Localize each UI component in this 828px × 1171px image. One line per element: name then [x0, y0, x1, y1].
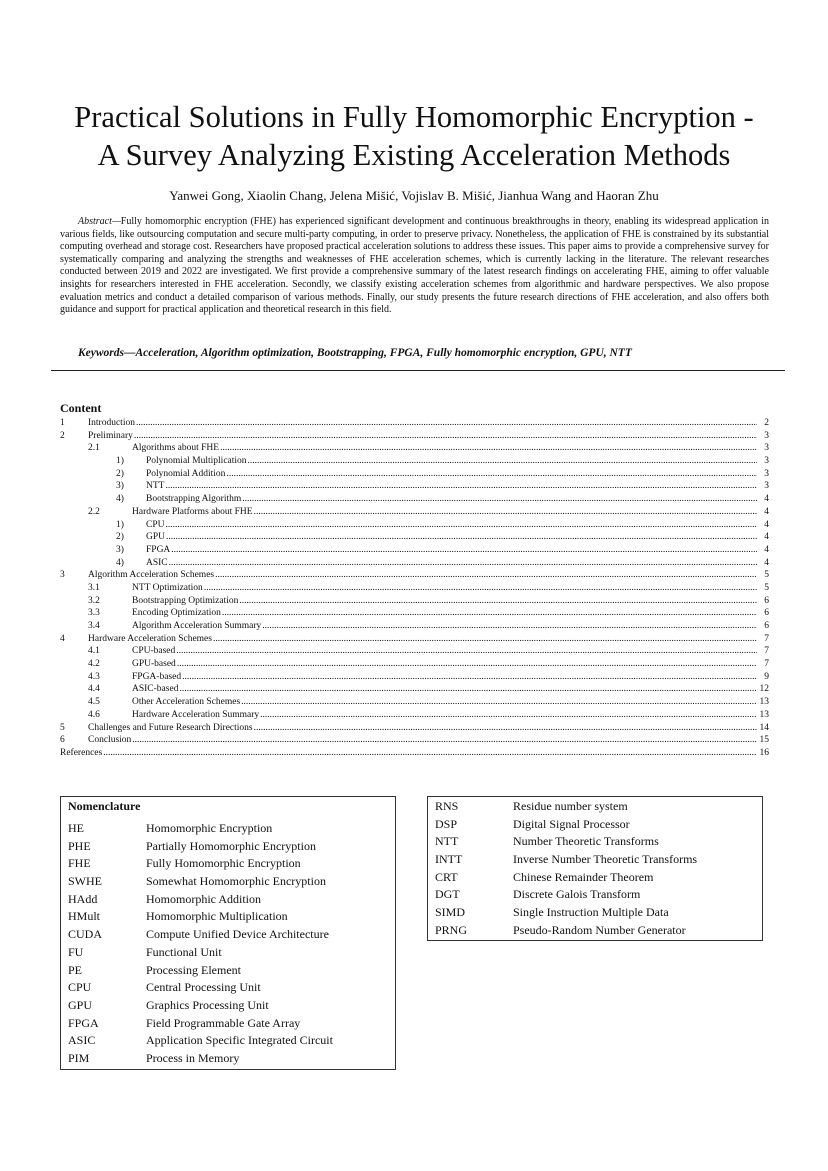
- toc-entry-label: [146, 493, 757, 506]
- toc-entry-number: 4): [116, 494, 124, 505]
- toc-entry-number: 4.1: [88, 646, 100, 657]
- toc-dot-leader: [239, 595, 757, 608]
- nomenclature-row: [68, 891, 388, 909]
- nomenclature-definition: Partially Homomorphic Encryption: [146, 838, 316, 853]
- nomenclature-abbreviation: DGT: [435, 887, 460, 902]
- toc-dot-leader: [134, 430, 757, 443]
- toc-entry[interactable]: [60, 569, 769, 582]
- toc-entry-page: 15: [759, 735, 769, 746]
- toc-dot-leader: [169, 557, 757, 570]
- toc-entry-page: 3: [764, 443, 769, 454]
- toc-entry[interactable]: [60, 620, 769, 633]
- toc-entry-title: References: [60, 747, 103, 758]
- nomenclature-title: Nomenclature: [68, 799, 141, 813]
- table-of-contents: [60, 401, 769, 760]
- toc-entry-title: GPU-based: [132, 659, 176, 670]
- nomenclature-definition: Graphics Processing Unit: [146, 997, 269, 1012]
- toc-entry-page: 3: [764, 430, 769, 441]
- nomenclature-abbreviation: DSP: [435, 816, 458, 831]
- toc-entry[interactable]: [60, 696, 769, 709]
- toc-entry-title: FPGA: [146, 544, 171, 555]
- nomenclature-definition: Functional Unit: [146, 944, 222, 959]
- toc-entry-title: Preliminary: [88, 430, 133, 441]
- toc-entry-label: [132, 620, 757, 633]
- toc-entry-page: 3: [764, 481, 769, 492]
- nomenclature-abbreviation: HAdd: [68, 891, 98, 906]
- toc-dot-leader: [254, 722, 757, 735]
- toc-entry-label: [132, 683, 757, 696]
- nomenclature-definition: Compute Unified Device Architecture: [146, 927, 329, 942]
- toc-entry-label: [146, 519, 757, 532]
- toc-entry-page: 9: [764, 671, 769, 682]
- toc-entry[interactable]: [60, 607, 769, 620]
- toc-entry-page: 5: [764, 570, 769, 581]
- nomenclature-row: [68, 944, 388, 962]
- nomenclature-box-left: [60, 796, 396, 1070]
- toc-dot-leader: [132, 734, 757, 747]
- toc-entry-number: 3: [60, 570, 65, 581]
- toc-entry-page: 6: [764, 595, 769, 606]
- nomenclature-row: [435, 922, 755, 940]
- nomenclature-definition: Fully Homomorphic Encryption: [146, 856, 301, 871]
- toc-dot-leader: [182, 671, 757, 684]
- toc-entry-number: 3.2: [88, 595, 100, 606]
- nomenclature-definition: Inverse Number Theoretic Transforms: [513, 852, 698, 867]
- toc-entry-title: FPGA-based: [132, 671, 182, 682]
- toc-entry-label: [88, 430, 757, 443]
- toc-entry-title: Bootstrapping Optimization: [132, 595, 239, 606]
- toc-entry[interactable]: [60, 709, 769, 722]
- nomenclature-row: [68, 908, 388, 926]
- toc-entry-title: Encoding Optimization: [132, 608, 221, 619]
- keywords: Keywords—Acceleration, Algorithm optimization, Bootstrapping, FPGA, Fully homomorphic encryption, GPU, NTT: [78, 347, 632, 359]
- toc-entry-label: [146, 531, 757, 544]
- toc-entry-number: 2): [116, 468, 124, 479]
- toc-entry[interactable]: [60, 493, 769, 506]
- nomenclature-abbreviation: CRT: [435, 869, 458, 884]
- toc-entry[interactable]: [60, 582, 769, 595]
- toc-dot-leader: [242, 493, 757, 506]
- toc-entry[interactable]: [60, 468, 769, 481]
- toc-entry-page: 4: [764, 519, 769, 530]
- toc-entry-page: 13: [759, 697, 769, 708]
- nomenclature-row: [435, 851, 755, 869]
- toc-entry[interactable]: [60, 417, 769, 430]
- toc-dot-leader: [176, 645, 757, 658]
- toc-entry-number: 3.3: [88, 608, 100, 619]
- toc-entry-page: 3: [764, 456, 769, 467]
- nomenclature-definition: Homomorphic Addition: [146, 891, 261, 906]
- toc-entry[interactable]: [60, 442, 769, 455]
- toc-dot-leader: [179, 683, 757, 696]
- toc-entry-label: [132, 709, 757, 722]
- toc-entry-page: 12: [759, 684, 769, 695]
- toc-dot-leader: [248, 455, 757, 468]
- nomenclature-box-right: [427, 796, 763, 941]
- toc-dot-leader: [226, 468, 757, 481]
- toc-entry-page: 4: [764, 494, 769, 505]
- nomenclature-definition: Residue number system: [513, 799, 628, 813]
- toc-dot-leader: [136, 417, 757, 430]
- toc-entry-label: [88, 633, 757, 646]
- toc-entry-number: 3): [116, 481, 124, 492]
- toc-entry-title: Algorithms about FHE: [132, 443, 220, 454]
- toc-entry-title: Algorithm Acceleration Schemes: [88, 570, 215, 581]
- toc-entry[interactable]: [60, 734, 769, 747]
- toc-entry-title: ASIC-based: [132, 684, 179, 695]
- toc-entry[interactable]: [60, 595, 769, 608]
- toc-entry-label: [88, 722, 757, 735]
- nomenclature-definition: Processing Element: [146, 962, 241, 977]
- toc-entry-title: NTT Optimization: [132, 582, 203, 593]
- section-divider: [51, 370, 785, 371]
- toc-entry[interactable]: [60, 557, 769, 570]
- nomenclature-row: [435, 904, 755, 922]
- nomenclature-definition: Number Theoretic Transforms: [513, 834, 659, 849]
- toc-entry-page: 2: [764, 418, 769, 428]
- nomenclature-abbreviation: HMult: [68, 909, 101, 924]
- toc-dot-leader: [215, 569, 757, 582]
- toc-entry-title: Conclusion: [88, 735, 132, 746]
- toc-entry[interactable]: [60, 480, 769, 493]
- toc-entry-label: [132, 442, 757, 455]
- toc-entry[interactable]: [60, 430, 769, 443]
- toc-entry-title: NTT: [146, 481, 165, 492]
- toc-entry-page: 4: [764, 506, 769, 517]
- nomenclature-definition: Homomorphic Multiplication: [146, 909, 288, 924]
- toc-entry[interactable]: [60, 747, 769, 760]
- nomenclature-row: [68, 979, 388, 997]
- toc-entry[interactable]: [60, 455, 769, 468]
- toc-entry-page: 13: [759, 709, 769, 720]
- toc-entry-page: 16: [759, 747, 769, 758]
- toc-entry-title: Bootstrapping Algorithm: [146, 494, 242, 505]
- nomenclature-abbreviation: RNS: [435, 799, 459, 813]
- toc-entry-number: 4.6: [88, 709, 100, 720]
- toc-entry-title: Algorithm Acceleration Summary: [132, 621, 262, 631]
- toc-entry-number: 1): [116, 519, 124, 530]
- toc-entry-label: [146, 480, 757, 493]
- toc-entry-page: 7: [764, 633, 769, 644]
- toc-entry-label: [146, 544, 757, 557]
- toc-entry-page: 4: [764, 532, 769, 543]
- nomenclature-abbreviation: GPU: [68, 997, 93, 1012]
- toc-entry-label: [88, 417, 757, 430]
- toc-entry-number: 2: [60, 430, 65, 441]
- nomenclature-row: [435, 833, 755, 851]
- toc-entry-number: 1): [116, 456, 124, 467]
- nomenclature-list-left: [68, 820, 388, 1068]
- nomenclature-row: [435, 886, 755, 904]
- toc-dot-leader: [254, 506, 757, 519]
- toc-entry-label: [60, 747, 757, 760]
- toc-entry-label: [146, 455, 757, 468]
- nomenclature-row: [68, 926, 388, 944]
- title-line-2: A Survey Analyzing Existing Acceleration Methods: [97, 138, 731, 172]
- toc-entry[interactable]: [60, 544, 769, 557]
- toc-entry-number: 4.4: [88, 684, 100, 695]
- toc-entry[interactable]: [60, 531, 769, 544]
- toc-entry-label: [146, 557, 757, 570]
- toc-entry-number: 3.4: [88, 621, 100, 631]
- toc-dot-leader: [204, 582, 757, 595]
- abstract-text: Fully homomorphic encryption (FHE) has experienced significant development and continuous breakthroughs in theory, enabling its widespread application in various fields, like outsourcing computation and secure multi-party computing, in order to preserve privacy. Nonetheless, the application of FHE is constrained by its substantial computing overhead and storage cost. Researchers have proposed practical acceleration solutions to address these issues. This paper aims to provide a comprehensive survey for systematically comparing and analyzing the strengths and weaknesses of FHE acceleration schemes, which is currently lacking in the literature. The relevant researches conducted between 2019 and 2022 are investigated. We first provide a comprehensive summary of the latest research findings on accelerating FHE, aiming to offer valuable insights for researchers interested in FHE acceleration. Secondly, we classify existing acceleration schemes from algorithmic and hardware perspectives. We also propose evaluation metrics and conduct a detailed comparison of various methods. Finally, our study presents the future research directions of FHE acceleration, and also offers both guidance and support for practical application and theoretical research in this field.: [60, 216, 769, 316]
- nomenclature-definition: Field Programmable Gate Array: [146, 1015, 301, 1030]
- nomenclature-abbreviation: CPU: [68, 980, 92, 995]
- nomenclature-abbreviation: SIMD: [435, 905, 466, 920]
- toc-entries: [60, 417, 769, 760]
- toc-entry-title: CPU-based: [132, 646, 176, 657]
- toc-dot-leader: [171, 544, 757, 557]
- toc-entry[interactable]: [60, 722, 769, 735]
- nomenclature-definition: Discrete Galois Transform: [513, 887, 641, 902]
- toc-entry-title: Hardware Acceleration Summary: [132, 709, 260, 720]
- toc-entry-page: 7: [764, 646, 769, 657]
- toc-entry-label: [88, 734, 757, 747]
- toc-entry-label: [132, 645, 757, 658]
- nomenclature-row: [68, 1050, 388, 1068]
- toc-dot-leader: [166, 531, 757, 544]
- nomenclature-row: [68, 997, 388, 1015]
- toc-entry-number: 2): [116, 532, 124, 543]
- nomenclature-row: [435, 869, 755, 887]
- nomenclature-row: [68, 1032, 388, 1050]
- toc-dot-leader: [260, 709, 757, 722]
- toc-dot-leader: [241, 696, 757, 709]
- abstract: [60, 216, 769, 317]
- toc-entry-label: [132, 506, 757, 519]
- toc-entry-label: [132, 696, 757, 709]
- nomenclature-abbreviation: PE: [68, 962, 83, 977]
- toc-entry-label: [88, 569, 757, 582]
- nomenclature-abbreviation: PRNG: [435, 922, 468, 937]
- paper-title: [40, 98, 788, 174]
- nomenclature-abbreviation: HE: [68, 821, 84, 835]
- toc-entry-number: 4: [60, 633, 65, 644]
- toc-entry-label: [132, 607, 757, 620]
- nomenclature-row: [435, 798, 755, 816]
- nomenclature-definition: Chinese Remainder Theorem: [513, 869, 654, 884]
- toc-entry-title: Introduction: [88, 418, 135, 428]
- nomenclature-definition: Single Instruction Multiple Data: [513, 905, 669, 920]
- nomenclature-abbreviation: INTT: [435, 852, 463, 867]
- toc-entry-label: [132, 582, 757, 595]
- toc-entry-page: 4: [764, 557, 769, 568]
- nomenclature-definition: Central Processing Unit: [146, 980, 261, 995]
- toc-entry-label: [132, 595, 757, 608]
- toc-entry-page: 3: [764, 468, 769, 479]
- nomenclature-row: [68, 1015, 388, 1033]
- nomenclature-abbreviation: FPGA: [68, 1015, 99, 1030]
- toc-entry-number: 5: [60, 722, 65, 733]
- toc-entry-number: 3.1: [88, 582, 100, 593]
- toc-entry-label: [132, 671, 757, 684]
- toc-entry-title: ASIC: [146, 557, 168, 568]
- nomenclature-definition: Pseudo-Random Number Generator: [513, 922, 686, 937]
- toc-entry-number: 3): [116, 544, 124, 555]
- nomenclature-abbreviation: SWHE: [68, 874, 102, 889]
- toc-entry-number: 4): [116, 557, 124, 568]
- toc-dot-leader: [222, 607, 757, 620]
- nomenclature-definition: Somewhat Homomorphic Encryption: [146, 874, 326, 889]
- nomenclature-abbreviation: CUDA: [68, 927, 103, 942]
- toc-entry[interactable]: [60, 645, 769, 658]
- toc-entry[interactable]: [60, 519, 769, 532]
- toc-entry[interactable]: [60, 633, 769, 646]
- nomenclature-row: [68, 962, 388, 980]
- toc-dot-leader: [103, 747, 757, 760]
- nomenclature-abbreviation: FU: [68, 944, 84, 959]
- nomenclature-abbreviation: NTT: [435, 834, 459, 849]
- toc-entry-title: GPU: [146, 532, 166, 543]
- nomenclature-list-right: [435, 798, 755, 940]
- toc-entry-page: 6: [764, 608, 769, 619]
- nomenclature-row: [68, 873, 388, 891]
- nomenclature-row: [68, 855, 388, 873]
- nomenclature-abbreviation: PIM: [68, 1050, 90, 1065]
- nomenclature-abbreviation: FHE: [68, 856, 91, 871]
- toc-entry-number: 2.2: [88, 506, 100, 517]
- toc-dot-leader: [220, 442, 757, 455]
- toc-dot-leader: [262, 620, 757, 633]
- toc-entry-number: 4.3: [88, 671, 100, 682]
- toc-entry-label: [132, 658, 757, 671]
- toc-entry-title: Polynomial Addition: [146, 468, 226, 479]
- toc-entry-page: 7: [764, 659, 769, 670]
- toc-dot-leader: [213, 633, 757, 646]
- toc-entry-page: 6: [764, 621, 769, 631]
- toc-entry-number: 2.1: [88, 443, 100, 454]
- toc-entry-title: Polynomial Multiplication: [146, 456, 247, 467]
- toc-dot-leader: [165, 519, 757, 532]
- nomenclature-definition: Application Specific Integrated Circuit: [146, 1033, 333, 1048]
- toc-entry-page: 5: [764, 582, 769, 593]
- toc-entry-title: Hardware Platforms about FHE: [132, 506, 253, 517]
- toc-entry-label: [146, 468, 757, 481]
- toc-entry[interactable]: [60, 506, 769, 519]
- toc-entry-number: 4.5: [88, 697, 100, 708]
- toc-entry[interactable]: [60, 683, 769, 696]
- nomenclature-abbreviation: PHE: [68, 838, 91, 853]
- nomenclature-row: [68, 838, 388, 856]
- toc-entry-page: 4: [764, 544, 769, 555]
- toc-entry-number: 1: [60, 418, 65, 428]
- toc-entry[interactable]: [60, 658, 769, 671]
- toc-entry-page: 14: [759, 722, 769, 733]
- nomenclature-definition: Process in Memory: [146, 1050, 240, 1065]
- title-line-1: Practical Solutions in Fully Homomorphic Encryption -: [74, 100, 754, 134]
- nomenclature-row: [435, 816, 755, 834]
- toc-dot-leader: [177, 658, 757, 671]
- toc-heading: Content: [60, 401, 102, 415]
- toc-entry-title: CPU: [146, 519, 165, 530]
- toc-entry[interactable]: [60, 671, 769, 684]
- nomenclature-row: [68, 820, 388, 838]
- nomenclature-definition: Digital Signal Processor: [513, 816, 630, 831]
- toc-dot-leader: [165, 480, 757, 493]
- nomenclature-definition: Homomorphic Encryption: [146, 821, 273, 835]
- toc-entry-number: 4.2: [88, 659, 100, 670]
- nomenclature-abbreviation: ASIC: [68, 1033, 96, 1048]
- toc-entry-title: Hardware Acceleration Schemes: [88, 633, 212, 644]
- abstract-label: Abstract—: [78, 216, 121, 227]
- toc-entry-title: Other Acceleration Schemes: [132, 697, 241, 708]
- toc-entry-title: Challenges and Future Research Directions: [88, 722, 253, 733]
- toc-entry-number: 6: [60, 735, 65, 746]
- author-list: Yanwei Gong, Xiaolin Chang, Jelena Mišić, Vojislav B. Mišić, Jianhua Wang and Haoran Zhu: [169, 188, 659, 203]
